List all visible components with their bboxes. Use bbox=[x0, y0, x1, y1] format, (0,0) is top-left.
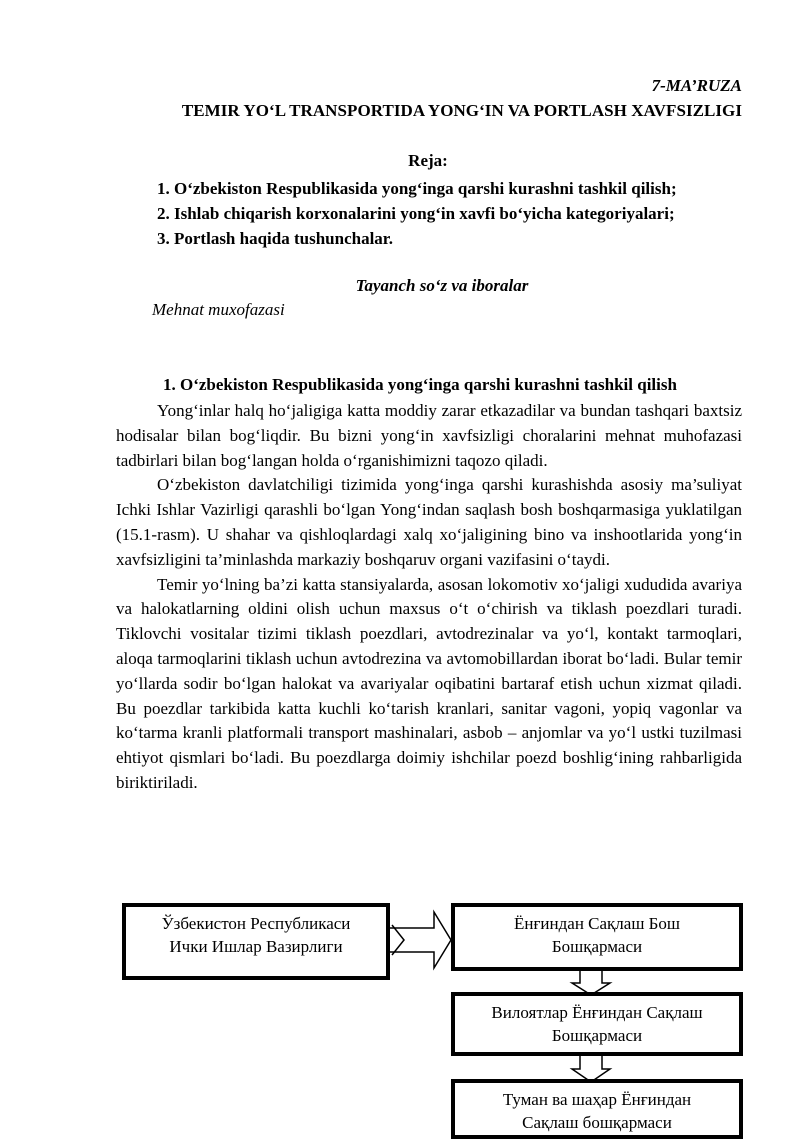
box-line: Бошқармаси bbox=[551, 937, 643, 956]
box-line: Ёнғиндан Сақлаш Бош bbox=[513, 914, 681, 933]
document-title: TEMIR YO‘L TRANSPORTIDA YONG‘IN VA PORTLASH XAVFSIZLIGI bbox=[181, 101, 742, 120]
plan-item: 2. Ishlab chiqarish korxonalarini yong‘in xavfi bo‘yicha kategoriyalari; bbox=[157, 204, 675, 223]
district-directorate-box bbox=[451, 1079, 743, 1139]
box-line: Туман ва шаҳар Ёнғиндан bbox=[502, 1090, 692, 1109]
section-heading: 1. O‘zbekiston Respublikasida yong‘inga qarshi kurashni tashkil qilish bbox=[163, 375, 677, 394]
keywords-heading: Tayanch so‘z va iboralar bbox=[355, 276, 529, 295]
box-line: Бошқармаси bbox=[551, 1026, 643, 1045]
paragraph: Temir yo‘lning ba’zi katta stansiyalarda, asosan lokomotiv xo‘jaligi xududida avariya va halokatlarning oldini olish uchun maxsus o‘t o‘chirish va tiklash poezdlari turadi. Tiklovchi vositalar tizimi tiklash poezdlari, avtodrezinalar va yo‘l, kontakt tarmoqlari, aloqa tarmoqlarini tiklash uchun avtodrezina va avtomobillardan iborat bo‘ladi. Bular temir yo‘llarda sodir bo‘lgan halokat va avariyalar oqibatini bartaraf etish uchun xizmat qiladi. Bu poezdlar tarkibida katta kuchli ko‘tarish kranlari, sanitar vagoni, yopiq vagonlar va ko‘tarma kranli platformali transport mashinalari, asbob – anjomlar va yo‘l ustki tuzilmasi ehtiyot qismlari bo‘ladi. Bu poezdlarga doimiy ishchilar poezd boshlig‘ining rahbarligida biriktiriladi. bbox=[116, 574, 742, 792]
plan-item: 3. Portlash haqida tushunchalar. bbox=[157, 229, 394, 248]
box-line: Ички Ишлар Вазирлиги bbox=[169, 937, 343, 956]
keyword-item: Mehnat muxofazasi bbox=[152, 300, 285, 319]
regional-directorate-box bbox=[451, 992, 743, 1056]
right-arrow-icon bbox=[390, 912, 451, 968]
section-body bbox=[116, 399, 742, 796]
box-line: Сақлаш бошқармаси bbox=[522, 1113, 672, 1132]
plan-heading: Reja: bbox=[408, 151, 448, 170]
ministry-box bbox=[122, 903, 390, 980]
box-line: Вилоятлар Ёнғиндан Сақлаш bbox=[491, 1003, 703, 1022]
box-line: Ўзбекистон Республикаси bbox=[161, 914, 351, 933]
paragraph: Yong‘inlar halq ho‘jaligiga katta moddiy zarar etkazadilar va bundan tashqari baxtsiz hodisalar bilan bog‘liqdir. Bu bizni yong‘in xavfsizligi choralarini mehnat muhofazasi tadbirlari bilan bog‘langan holda o‘rganishimizni taqozo qiladi. bbox=[116, 401, 742, 470]
plan-item: 1. O‘zbekiston Respublikasida yong‘inga qarshi kurashni tashkil qilish; bbox=[157, 179, 677, 198]
paragraph: O‘zbekiston davlatchiligi tizimida yong‘inga qarshi kurashishda asosiy ma’suliyat Ichki Ishlar Vazirligi qarashli bo‘lgan Yong‘indan saqlash bosh boshqarmasiga yuklatilgan (15.1-rasm). U shahar va qishloqlardagi xalq xo‘jaligining bino va inshootlarida yong‘in xavfsizligini ta’minlashda markaziy boshqaruv organi vazifasini o‘taydi. bbox=[116, 475, 742, 569]
main-directorate-box bbox=[451, 903, 743, 971]
lecture-number: 7-MA’RUZA bbox=[651, 76, 742, 95]
plan-list bbox=[157, 176, 677, 251]
